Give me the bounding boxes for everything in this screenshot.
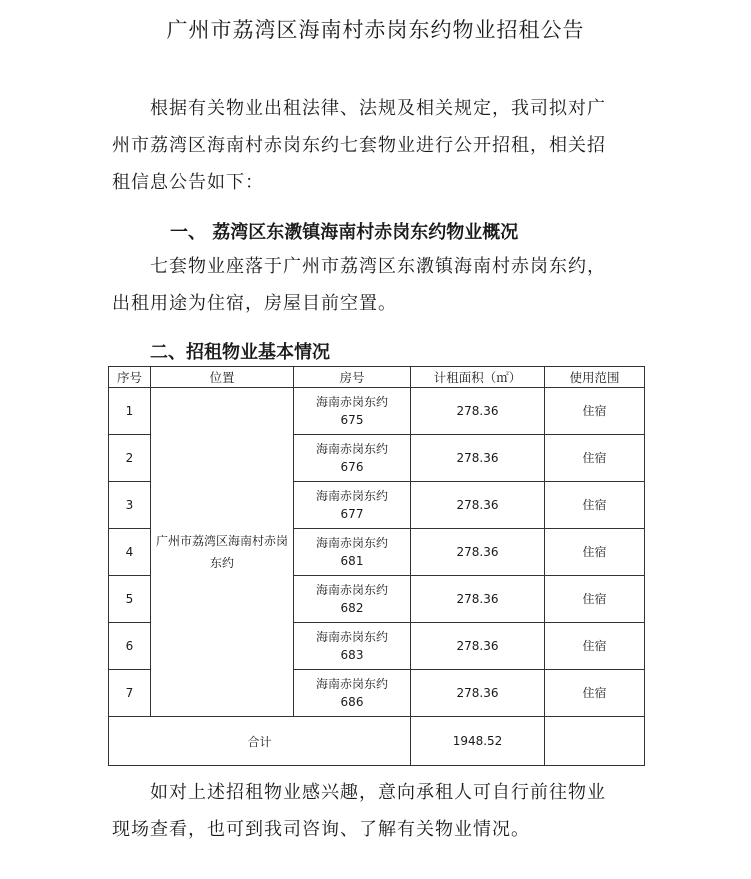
intro-line-2: 州市荔湾区海南村赤岗东约七套物业进行公开招租，相关招	[112, 135, 606, 156]
room-cell	[294, 670, 411, 717]
header-no: 序号	[109, 367, 151, 388]
use-cell: 住宿	[545, 670, 645, 717]
area-cell: 278.36	[411, 576, 545, 623]
section-1-line-1: 七套物业座落于广州市荔湾区东漖镇海南村赤岗东约，	[150, 256, 606, 277]
room-number: 675	[340, 413, 364, 427]
intro-line-3: 租信息公告如下：	[112, 172, 264, 193]
table-row	[109, 388, 645, 435]
room-name: 海南赤岗东约	[315, 536, 388, 550]
total-area: 1948.52	[411, 717, 545, 766]
area-cell: 278.36	[411, 670, 545, 717]
room-number: 686	[340, 695, 364, 709]
room-name: 海南赤岗东约	[315, 630, 388, 644]
closing-line-2: 现场查看，也可到我司咨询、了解有关物业情况。	[112, 819, 530, 840]
room-cell	[294, 623, 411, 670]
intro-line-1: 根据有关物业出租法律、法规及相关规定，我司拟对广	[150, 98, 606, 119]
section-2-heading: 二、招租物业基本情况	[150, 342, 330, 363]
closing-line-1: 如对上述招租物业感兴趣，意向承租人可自行前往物业	[150, 782, 606, 803]
row-no: 6	[109, 623, 151, 670]
row-no: 3	[109, 482, 151, 529]
use-cell: 住宿	[545, 529, 645, 576]
room-name: 海南赤岗东约	[315, 395, 388, 409]
use-cell: 住宿	[545, 435, 645, 482]
room-number: 682	[340, 601, 364, 615]
room-name: 海南赤岗东约	[315, 677, 388, 691]
area-cell: 278.36	[411, 623, 545, 670]
use-cell: 住宿	[545, 482, 645, 529]
row-no: 2	[109, 435, 151, 482]
room-number: 676	[340, 460, 364, 474]
page-title: 广州市荔湾区海南村赤岗东约物业招租公告	[166, 18, 585, 42]
room-cell	[294, 435, 411, 482]
header-location: 位置	[151, 367, 294, 388]
row-no: 4	[109, 529, 151, 576]
room-cell	[294, 529, 411, 576]
header-room: 房号	[294, 367, 411, 388]
area-cell: 278.36	[411, 388, 545, 435]
room-number: 681	[340, 554, 364, 568]
section-1-heading: 一、 荔湾区东漖镇海南村赤岗东约物业概况	[170, 222, 519, 243]
room-name: 海南赤岗东约	[315, 442, 388, 456]
row-no: 7	[109, 670, 151, 717]
room-cell	[294, 576, 411, 623]
room-cell	[294, 388, 411, 435]
use-cell: 住宿	[545, 623, 645, 670]
total-row	[109, 717, 645, 766]
room-number: 683	[340, 648, 364, 662]
header-use: 使用范围	[545, 367, 645, 388]
area-cell: 278.36	[411, 482, 545, 529]
row-no: 5	[109, 576, 151, 623]
table-header-row	[109, 367, 645, 388]
area-cell: 278.36	[411, 435, 545, 482]
room-name: 海南赤岗东约	[315, 583, 388, 597]
room-cell	[294, 482, 411, 529]
section-1-line-2: 出租用途为住宿，房屋目前空置。	[112, 293, 397, 314]
room-name: 海南赤岗东约	[315, 489, 388, 503]
property-table	[108, 366, 645, 766]
total-label: 合计	[109, 717, 411, 766]
total-use-empty	[545, 717, 645, 766]
use-cell: 住宿	[545, 388, 645, 435]
row-no: 1	[109, 388, 151, 435]
room-number: 677	[340, 507, 364, 521]
location-cell: 广州市荔湾区海南村赤岗东约	[151, 388, 294, 717]
area-cell: 278.36	[411, 529, 545, 576]
header-area: 计租面积（㎡）	[411, 367, 545, 388]
use-cell: 住宿	[545, 576, 645, 623]
